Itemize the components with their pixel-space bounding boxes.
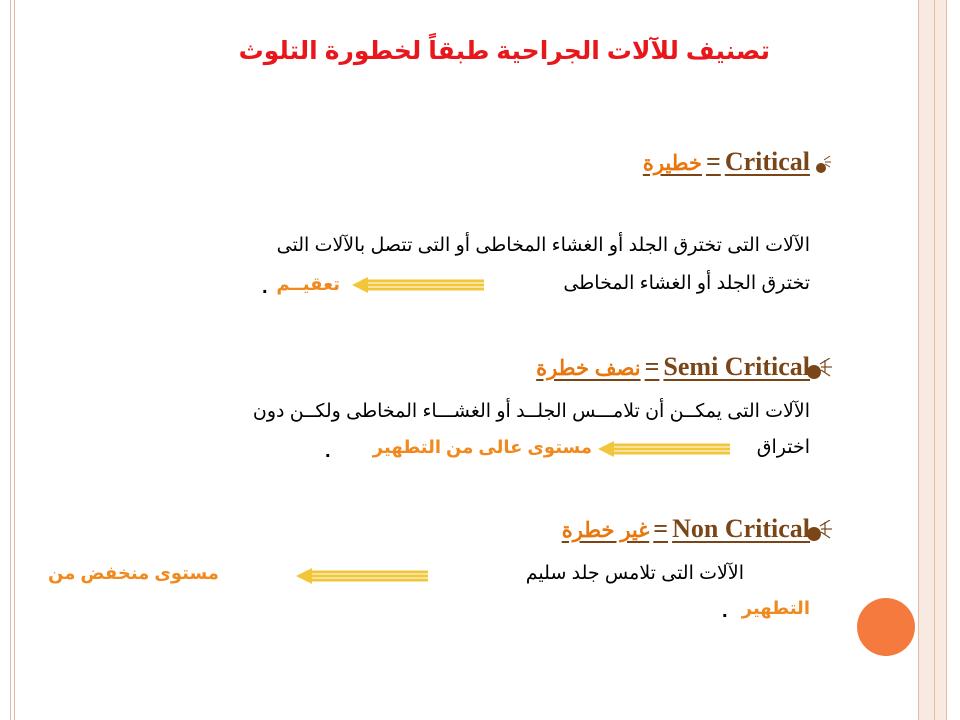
heading-ar: غير خطرة [561, 519, 650, 542]
heading-eq: = [653, 514, 669, 543]
decorative-circle [857, 598, 915, 656]
right-border-band [918, 0, 946, 720]
critical-period: . [262, 276, 268, 298]
semi-action: مستوى عالى من التطهير [372, 437, 592, 457]
semi-line-2: اختراق [756, 437, 810, 458]
non-period: . [722, 600, 728, 622]
slide-title: تصنيف للآلات الجراحية طبقاً لخطورة التلوث [238, 37, 770, 65]
semi-period: . [325, 440, 331, 462]
right-border-line [946, 0, 947, 720]
non-line-1: الآلات التى تلامس جلد سليم [525, 563, 744, 584]
heading-ar: نصف خطرة [536, 357, 641, 380]
critical-line-2: تخترق الجلد أو الغشاء المخاطى [563, 273, 810, 294]
non-action-line-1: مستوى منخفض من [48, 563, 219, 583]
right-border-line [934, 0, 935, 720]
heading-critical [643, 147, 810, 177]
left-border-line [10, 0, 11, 720]
heading-ar: خطيرة [642, 152, 702, 175]
critical-action: تعقيــم [276, 274, 340, 294]
heading-eq: = [705, 147, 721, 176]
left-border-line [14, 0, 15, 720]
arrow-left-icon [352, 274, 484, 296]
heading-non-critical [562, 514, 810, 544]
heading-semi-critical [536, 352, 810, 382]
heading-en: Critical [724, 147, 810, 176]
semi-line-1: الآلات التى يمكــن أن تلامـــس الجلــد أو الغشـــاء المخاطى ولكــن دون [252, 401, 810, 422]
bullet-flower-icon [814, 154, 832, 176]
arrow-left-icon [598, 438, 730, 460]
arrow-left-icon [296, 565, 428, 587]
heading-eq: = [644, 352, 660, 381]
critical-line-1: الآلات التى تخترق الجلد أو الغشاء المخاطى أو التى تتصل بالآلات التى [276, 235, 810, 256]
non-action-line-2: التطهير [741, 598, 810, 618]
heading-en: Semi Critical [663, 352, 810, 381]
heading-en: Non Critical [672, 514, 810, 543]
right-border-line [918, 0, 919, 720]
